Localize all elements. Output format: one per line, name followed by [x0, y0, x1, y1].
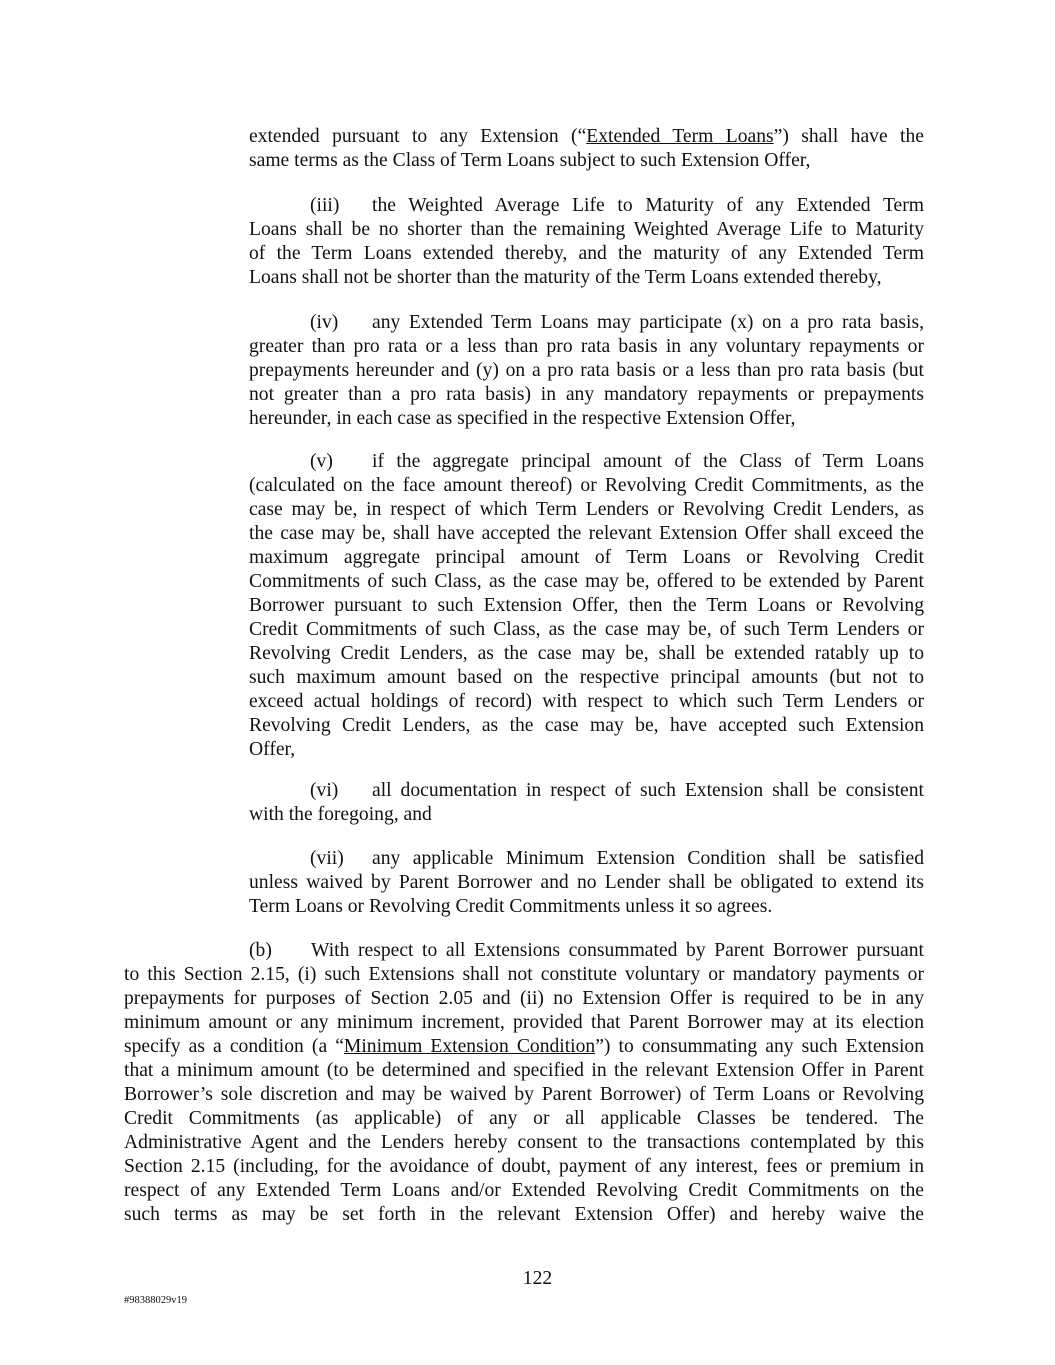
text-line: (vii) any applicable Minimum Extension Condition shall be satisfied — [310, 848, 924, 869]
document-id: #98388029v19 — [124, 1295, 187, 1306]
text-line: such terms as may be set forth in the relevant Extension Offer) and hereby waive the — [124, 1204, 924, 1225]
text-line: Borrower’s sole discretion and may be waived by Parent Borrower) of Term Loans or Revolving — [124, 1084, 924, 1105]
clause-vii — [249, 847, 924, 919]
text-line: that a minimum amount (to be determined and specified in the relevant Extension Offer in Parent — [124, 1060, 924, 1081]
text-line: to this Section 2.15, (i) such Extensions shall not constitute voluntary or mandatory payments or — [124, 964, 924, 985]
text-line: with the foregoing, and — [249, 804, 432, 825]
page-number: 122 — [522, 1268, 553, 1289]
text-line: prepayments for purposes of Section 2.05 and (ii) no Extension Offer is required to be in any — [124, 988, 924, 1009]
clause-vi — [249, 779, 924, 827]
paragraph-b — [124, 939, 924, 1227]
text-line: specify as a condition (a “Minimum Extension Condition”) to consummating any such Extension — [124, 1036, 925, 1057]
text-line: Loans shall not be shorter than the maturity of the Term Loans extended thereby, — [249, 267, 882, 288]
clause-iv — [249, 311, 924, 431]
text-line: greater than pro rata or a less than pro rata basis in any voluntary repayments or — [249, 336, 924, 357]
text-line: extended pursuant to any Extension (“Extended Term Loans”) shall have the — [249, 126, 924, 147]
text-line: (iv) any Extended Term Loans may participate (x) on a pro rata basis, — [310, 312, 924, 333]
text-line: Revolving Credit Lenders, as the case may be, shall be extended ratably up to — [249, 643, 924, 664]
text-line: (vi) all documentation in respect of such Extension shall be consistent — [310, 780, 924, 801]
text-line: of the Term Loans extended thereby, and the maturity of any Extended Term — [249, 243, 924, 264]
text-line: Term Loans or Revolving Credit Commitments unless it so agrees. — [249, 896, 773, 917]
text-line: Borrower pursuant to such Extension Offer, then the Term Loans or Revolving — [249, 595, 924, 616]
text-line: same terms as the Class of Term Loans subject to such Extension Offer, — [249, 150, 811, 171]
text-line: (iii) the Weighted Average Life to Maturity of any Extended Term — [310, 195, 924, 216]
text-line: Loans shall be no shorter than the remaining Weighted Average Life to Maturity — [249, 219, 924, 240]
text-line: Offer, — [249, 739, 296, 760]
clause-number: (b) — [249, 940, 272, 961]
text-line: Credit Commitments (as applicable) of any or all applicable Classes be tendered. The — [124, 1108, 924, 1129]
text-line: Administrative Agent and the Lenders hereby consent to the transactions contemplated by this — [124, 1132, 924, 1153]
text-line: (v) if the aggregate principal amount of the Class of Term Loans — [310, 451, 924, 472]
clause-iii — [249, 194, 924, 290]
text-line: Commitments of such Class, as the case may be, offered to be extended by Parent — [249, 571, 924, 592]
text-line: Section 2.15 (including, for the avoidance of doubt, payment of any interest, fees or premium in — [124, 1156, 924, 1177]
text-line: respect of any Extended Term Loans and/or Extended Revolving Credit Commitments on the — [124, 1180, 924, 1201]
text-line: minimum amount or any minimum increment, provided that Parent Borrower may at its election — [124, 1012, 924, 1033]
text-line: prepayments hereunder and (y) on a pro rata basis or a less than pro rata basis (but — [249, 360, 924, 381]
text-line: Credit Commitments of such Class, as the case may be, of such Term Lenders or — [249, 619, 924, 640]
text-line: case may be, in respect of which Term Lenders or Revolving Credit Lenders, as — [249, 499, 924, 520]
text-line: such maximum amount based on the respective principal amounts (but not to — [249, 667, 924, 688]
text-line: the case may be, shall have accepted the relevant Extension Offer shall exceed the — [249, 523, 924, 544]
text-line: hereunder, in each case as specified in the respective Extension Offer, — [249, 408, 796, 429]
defined-term-minimum-extension-condition: Minimum Extension Condition — [343, 1036, 596, 1057]
text-line: (b) With respect to all Extensions consummated by Parent Borrower pursuant — [249, 940, 924, 961]
clause-number: (vii) — [310, 848, 344, 869]
clause-number: (iii) — [310, 195, 340, 216]
paragraph-extended-term-loans — [249, 125, 924, 173]
text-line: unless waived by Parent Borrower and no Lender shall be obligated to extend its — [249, 872, 924, 893]
clause-v — [249, 450, 924, 762]
defined-term-extended-term-loans: Extended Term Loans — [586, 126, 774, 147]
text-line: exceed actual holdings of record) with respect to which such Term Lenders or — [249, 691, 924, 712]
clause-number: (vi) — [310, 780, 339, 801]
clause-number: (iv) — [310, 312, 339, 333]
clause-number: (v) — [310, 451, 333, 472]
text-line: Revolving Credit Lenders, as the case may be, have accepted such Extension — [249, 715, 924, 736]
text-line: (calculated on the face amount thereof) or Revolving Credit Commitments, as the — [249, 475, 924, 496]
text-line: maximum aggregate principal amount of Term Loans or Revolving Credit — [249, 547, 924, 568]
text-line: not greater than a pro rata basis) in any mandatory repayments or prepayments — [249, 384, 924, 405]
